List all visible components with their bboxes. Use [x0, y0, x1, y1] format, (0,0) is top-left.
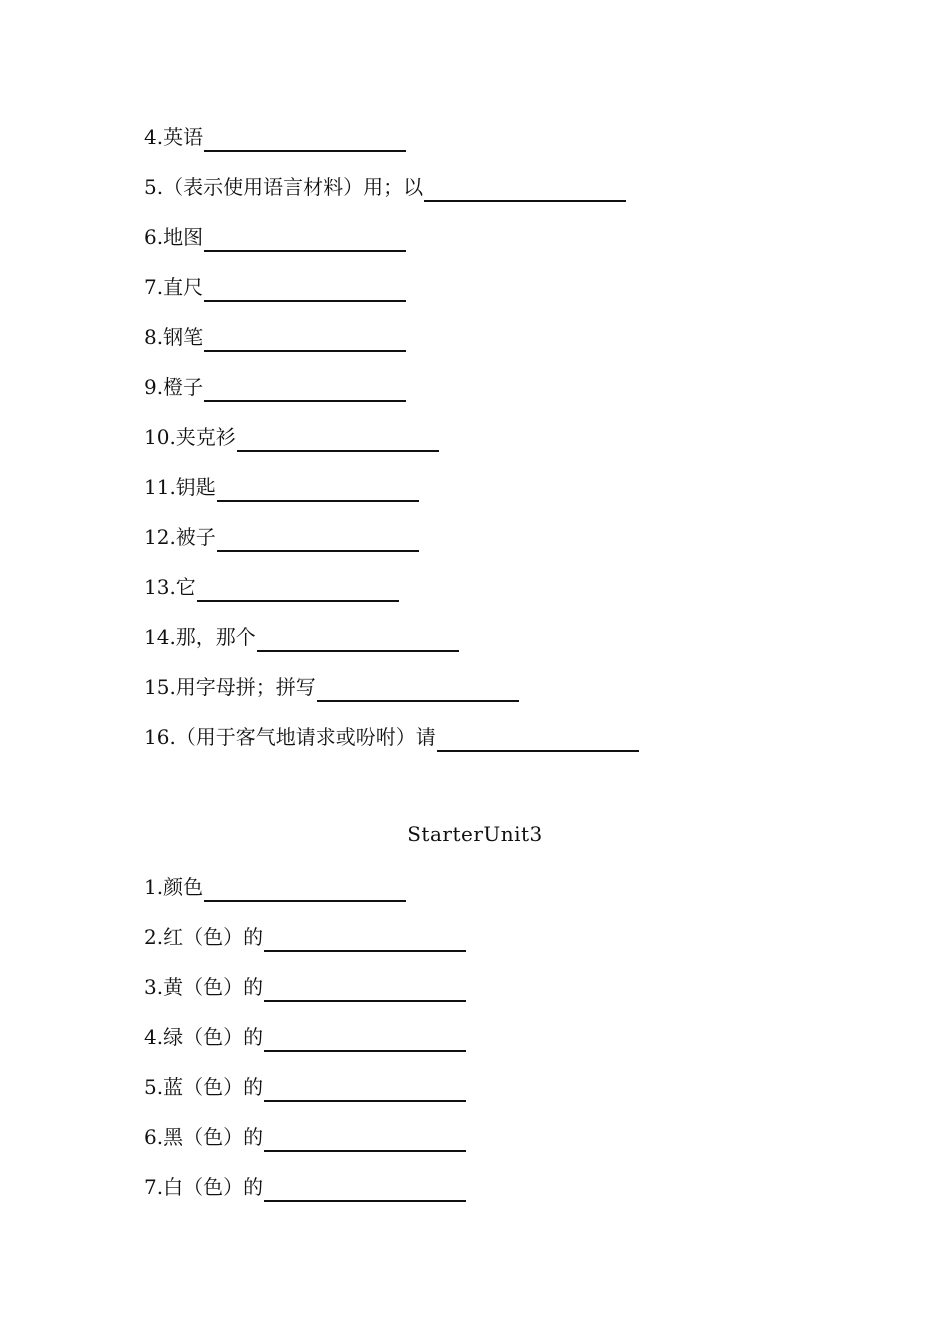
item-prompt: 15.用字母拼；拼写 [144, 675, 316, 699]
vocab-item [144, 722, 639, 752]
answer-blank[interactable] [204, 126, 406, 152]
vocab-item [144, 372, 406, 402]
item-prompt: 7.直尺 [144, 275, 204, 299]
vocab-item [144, 1022, 466, 1052]
answer-blank[interactable] [264, 976, 466, 1002]
vocab-item [144, 172, 626, 202]
vocab-item [144, 972, 466, 1002]
vocab-item [144, 622, 459, 652]
item-prompt: 1.颜色 [144, 875, 204, 899]
answer-blank[interactable] [237, 426, 439, 452]
answer-blank[interactable] [217, 476, 419, 502]
section-title: StarterUnit3 [407, 822, 543, 846]
vocab-item [144, 672, 519, 702]
vocab-item [144, 922, 466, 952]
item-prompt: 14.那，那个 [144, 625, 256, 649]
item-prompt: 4.英语 [144, 125, 204, 149]
item-prompt: 6.黑（色）的 [144, 1125, 264, 1149]
item-prompt: 10.夹克衫 [144, 425, 236, 449]
item-prompt: 8.钢笔 [144, 325, 204, 349]
answer-blank[interactable] [264, 1076, 466, 1102]
vocab-item [144, 472, 419, 502]
item-prompt: 16.（用于客气地请求或吩咐）请 [144, 725, 436, 749]
answer-blank[interactable] [204, 876, 406, 902]
item-prompt: 2.红（色）的 [144, 925, 264, 949]
vocab-item [144, 122, 406, 152]
answer-blank[interactable] [204, 376, 406, 402]
vocab-item [144, 422, 439, 452]
answer-blank[interactable] [204, 226, 406, 252]
item-prompt: 9.橙子 [144, 375, 204, 399]
answer-blank[interactable] [217, 526, 419, 552]
item-prompt: 12.被子 [144, 525, 216, 549]
answer-blank[interactable] [264, 1026, 466, 1052]
answer-blank[interactable] [264, 1126, 466, 1152]
vocab-item [144, 522, 419, 552]
vocab-item [144, 1122, 466, 1152]
answer-blank[interactable] [424, 176, 626, 202]
answer-blank[interactable] [317, 676, 519, 702]
item-prompt: 11.钥匙 [144, 475, 216, 499]
item-prompt: 13.它 [144, 575, 196, 599]
vocab-item [144, 222, 406, 252]
vocab-item [144, 1172, 466, 1202]
vocab-item [144, 322, 406, 352]
vocab-item [144, 572, 399, 602]
item-prompt: 6.地图 [144, 225, 204, 249]
item-prompt: 3.黄（色）的 [144, 975, 264, 999]
answer-blank[interactable] [264, 1176, 466, 1202]
answer-blank[interactable] [257, 626, 459, 652]
vocab-item [144, 1072, 466, 1102]
answer-blank[interactable] [264, 926, 466, 952]
vocab-item [144, 872, 406, 902]
answer-blank[interactable] [437, 726, 639, 752]
answer-blank[interactable] [204, 326, 406, 352]
item-prompt: 5.（表示使用语言材料）用；以 [144, 175, 424, 199]
item-prompt: 5.蓝（色）的 [144, 1075, 264, 1099]
vocab-item [144, 272, 406, 302]
answer-blank[interactable] [204, 276, 406, 302]
item-prompt: 4.绿（色）的 [144, 1025, 264, 1049]
answer-blank[interactable] [197, 576, 399, 602]
item-prompt: 7.白（色）的 [144, 1175, 264, 1199]
